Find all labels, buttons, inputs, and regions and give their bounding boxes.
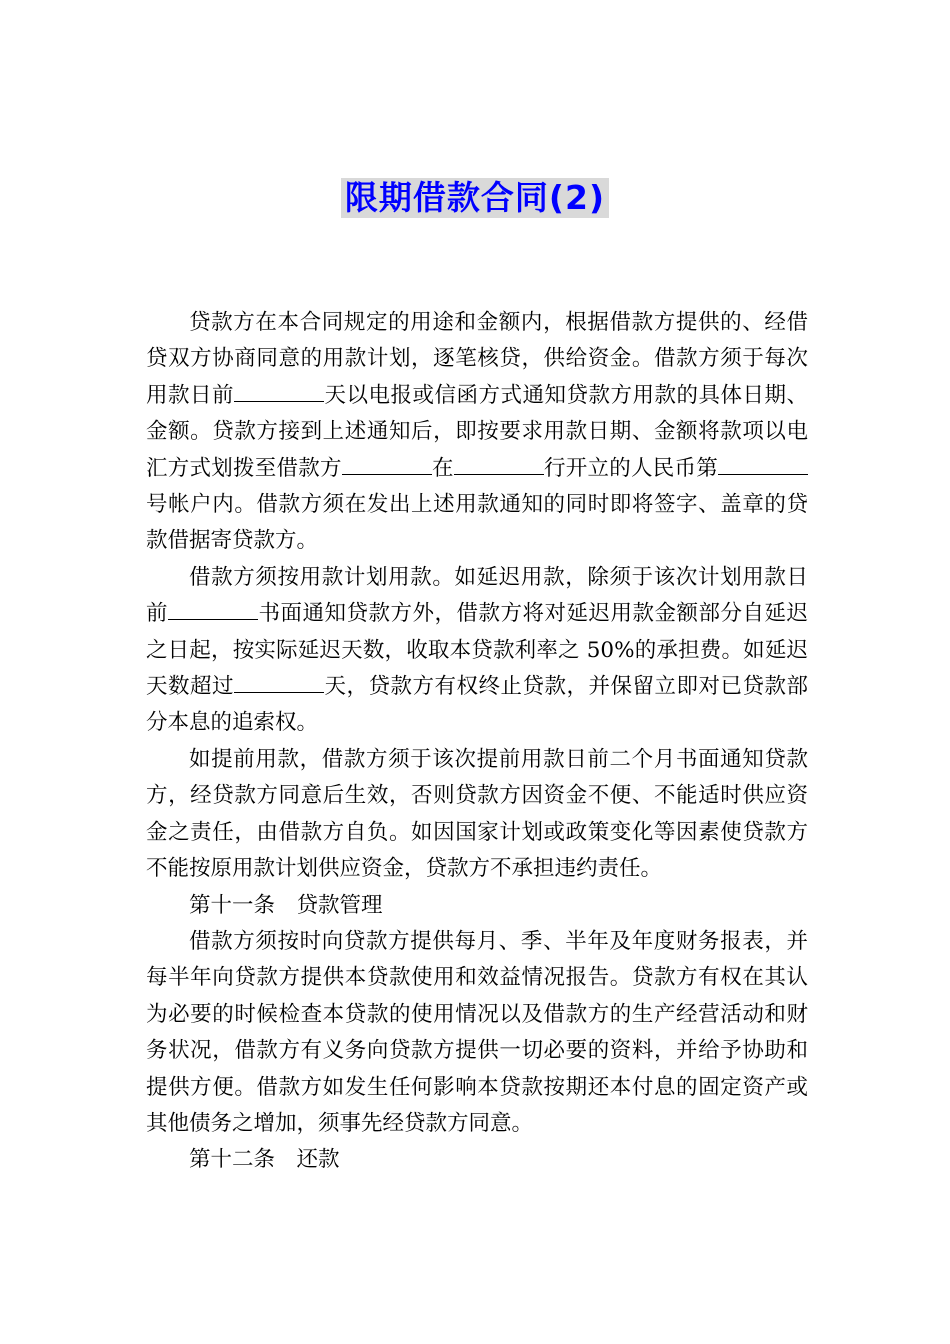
paragraph-text: 号帐户内。借款方须在发出上述用款通知的同时即将签字、盖章的贷款借据寄贷款方。 [146, 492, 808, 554]
fill-blank [234, 670, 324, 693]
article-12-heading: 第十二条 还款 [189, 1147, 340, 1173]
fill-blank [234, 379, 324, 402]
title-container [0, 178, 950, 218]
document-body [146, 305, 808, 1179]
paragraph-text: 借款方须按用款计划用款。如延迟用款，除须于该次计划用款日前 [146, 564, 808, 627]
paragraph-advance: 如提前用款，借款方须于该次提前用款日前二个月书面通知贷款方，经贷款方同意后生效，否则贷款方因资金不便、不能适时供应资金之责任，由借款方自负。如因国家计划或政策变化等因素使贷款方不能按原用款计划供应资金，贷款方不承担违约责任。 [146, 746, 808, 882]
paragraph-text: 行开立的人民币第 [543, 455, 718, 481]
paragraph-text: 贷款方在本合同规定的用途和金额内，根据借款方提供的、经借贷双方协商同意的用款计划，逐笔核贷，供给资金。借款方须于每次用款日前 [146, 310, 808, 408]
paragraph-text: 书面通知贷款方外，借款方将对延迟用款金额部分自延迟之日起，按实际延迟天数，收取本贷款利率之 50%的承担费。如延迟天数超过 [146, 601, 808, 700]
paragraph-text: 在 [431, 455, 454, 481]
fill-blank [168, 597, 258, 620]
paragraph-disbursement [146, 305, 808, 560]
article-11-heading: 第十一条 贷款管理 [189, 892, 383, 918]
paragraph-text: 天以电报或信函方式通知贷款方用款的具体日期、金额。贷款方接到上述通知后，即按要求用款日期、金额将款项以电汇方式划拨至借款方 [146, 382, 808, 481]
paragraph-text: 天，贷款方有权终止贷款，并保留立即对已贷款部分本息的追索权。 [146, 674, 808, 736]
document-title: 限期借款合同(2) [341, 178, 609, 218]
fill-blank [342, 452, 432, 475]
paragraph-delay [146, 560, 808, 742]
paragraph-management: 借款方须按时向贷款方提供每月、季、半年及年度财务报表，并每半年向贷款方提供本贷款使用和效益情况报告。贷款方有权在其认为必要的时候检查本贷款的使用情况以及借款方的生产经营活动和财务状况，借款方有义务向贷款方提供一切必要的资料，并给予协助和提供方便。借款方如发生任何影响本贷款按期还本付息的固定资产或其他债务之增加，须事先经贷款方同意。 [146, 928, 808, 1136]
fill-blank [454, 452, 544, 475]
fill-blank [718, 452, 808, 475]
